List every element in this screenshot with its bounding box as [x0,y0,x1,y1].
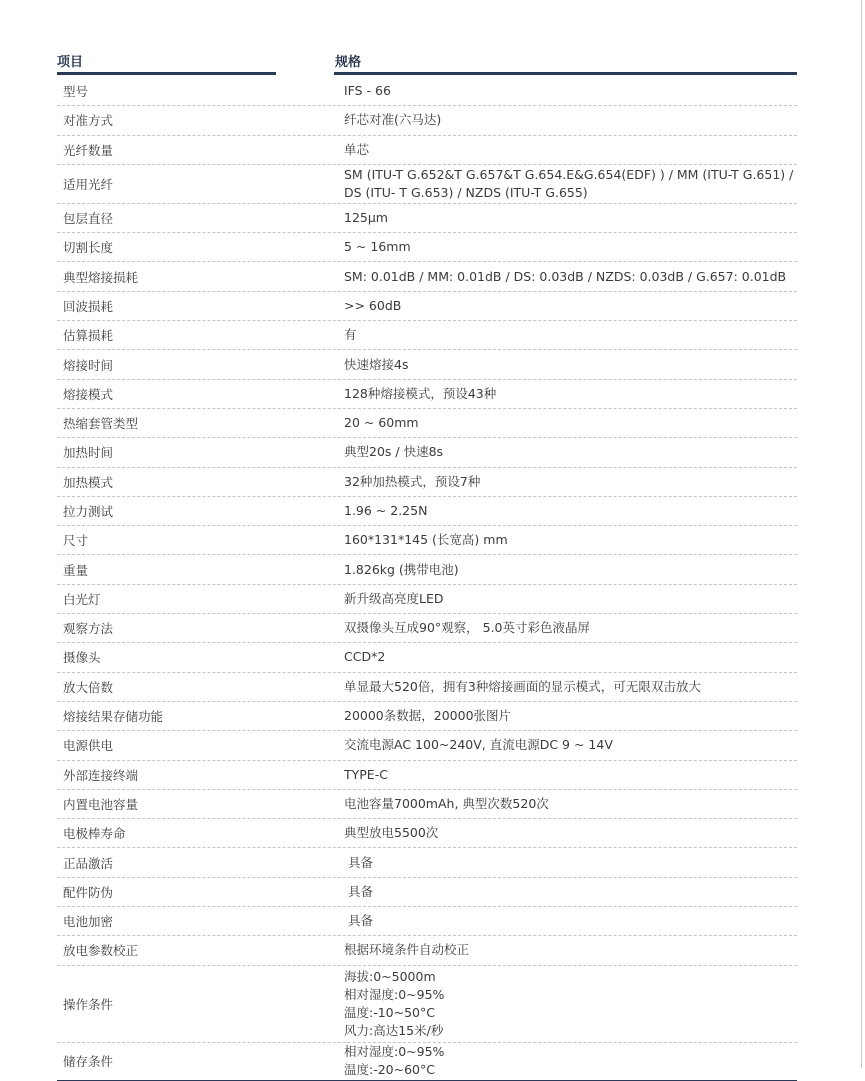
row-label: 光纤数量 [63,142,114,158]
table-row [57,790,797,819]
table-row [57,262,797,291]
row-label: 熔接结果存储功能 [63,709,164,725]
row-label: 放电参数校正 [63,943,139,959]
row-value: >> 60dB [344,297,402,313]
table-row [57,497,797,526]
row-value: IFS - 66 [344,83,391,99]
row-label: 观察方法 [63,621,114,637]
header-spec: 规格 [335,55,362,70]
page-edge-line [861,0,862,1068]
row-label: 包层直径 [63,211,114,227]
row-value: 相对湿度:0~95% 温度:-20~60°C [344,1044,445,1078]
table-row [57,438,797,467]
row-label: 熔接时间 [63,357,114,373]
table-row [57,106,797,135]
row-value: 有 [344,327,357,343]
row-label: 热缩套管类型 [63,416,139,432]
table-row [57,614,797,643]
row-value: 5 ~ 16mm [344,239,411,255]
row-value: 128种熔接模式，预设43种 [344,385,497,401]
row-label: 加热时间 [63,445,114,461]
row-label: 估算损耗 [63,328,114,344]
row-value: 具备 [344,883,373,899]
table-row [57,409,797,438]
row-value: TYPE-C [344,766,388,782]
table-row [57,936,797,965]
row-value: 交流电源AC 100~240V, 直流电源DC 9 ~ 14V [344,737,613,753]
row-value: 具备 [344,854,373,870]
row-label: 加热模式 [63,474,114,490]
table-row [57,292,797,321]
row-value: 纤芯对准(六马达) [344,112,442,128]
row-label: 对准方式 [63,113,114,129]
row-value: 具备 [344,913,373,929]
row-label: 正品激活 [63,855,114,871]
header-item: 项目 [57,55,84,70]
table-row [57,555,797,584]
table-row [57,761,797,790]
header-rule-spec [334,72,797,75]
table-row [57,819,797,848]
table-row [57,165,797,204]
row-label: 配件防伪 [63,884,114,900]
table-row [57,526,797,555]
table-body [57,77,797,1081]
row-value: 新升级高亮度LED [344,590,444,606]
row-label: 型号 [63,84,89,100]
table-row [57,1043,797,1081]
row-value: 海拔:0~5000m 相对湿度:0~95% 温度:-10~50°C 风力:高达15米/秒 [344,968,445,1038]
row-value: 125μm [344,210,388,226]
spec-table [57,45,797,1081]
row-label: 外部连接终端 [63,767,139,783]
table-row [57,350,797,379]
row-value: 典型20s / 快速8s [344,444,444,460]
row-value: 160*131*145 (长宽高) mm [344,532,508,548]
row-label: 典型熔接损耗 [63,269,139,285]
table-row [57,966,797,1043]
table-row [57,848,797,877]
row-value: 20000条数据，20000张图片 [344,708,512,724]
row-label: 操作条件 [63,996,114,1012]
table-row [57,204,797,233]
row-value: 20 ~ 60mm [344,415,419,431]
row-value: SM (ITU-T G.652&T G.657&T G.654.E&G.654(EDF) ) / MM (ITU-T G.651) / DS (ITU- T G.653) / NZDS (ITU-T G.655) [344,166,794,200]
row-label: 电极棒寿命 [63,826,126,842]
table-row [57,321,797,350]
table-row [57,702,797,731]
row-label: 摄像头 [63,650,101,666]
row-label: 回波损耗 [63,298,114,314]
table-row [57,643,797,672]
row-label: 电池加密 [63,914,114,930]
row-value: SM: 0.01dB / MM: 0.01dB / DS: 0.03dB / NZDS: 0.03dB / G.657: 0.01dB [344,268,787,284]
row-value: 典型放电5500次 [344,825,439,841]
table-row [57,878,797,907]
table-row [57,673,797,702]
table-header [57,45,797,77]
row-value: 快速熔接4s [344,356,409,372]
table-row [57,380,797,409]
table-row [57,77,797,106]
table-row [57,731,797,760]
row-label: 储存条件 [63,1054,114,1070]
table-row [57,907,797,936]
row-value: 双摄像头互成90°观察， 5.0英寸彩色液晶屏 [344,620,591,636]
row-value: 单显最大520倍，拥有3种熔接画面的显示模式，可无限双击放大 [344,678,701,694]
row-label: 拉力测试 [63,504,114,519]
row-value: 1.826kg (携带电池) [344,561,459,577]
row-label: 放大倍数 [63,679,114,695]
row-label: 重量 [63,562,89,578]
table-row [57,233,797,262]
row-label: 白光灯 [63,591,101,607]
table-row [57,468,797,497]
row-label: 熔接模式 [63,386,114,402]
row-value: 单芯 [344,141,370,157]
row-value: 电池容量7000mAh, 典型次数520次 [344,795,549,811]
row-label: 切割长度 [63,240,114,256]
row-value: 1.96 ~ 2.25N [344,503,428,518]
header-rule-item [57,72,276,75]
row-label: 适用光纤 [63,176,114,192]
row-label: 内置电池容量 [63,796,139,812]
table-row [57,585,797,614]
row-label: 电源供电 [63,738,114,754]
row-value: 32种加热模式，预设7种 [344,473,481,489]
table-row [57,136,797,165]
row-value: 根据环境条件自动校正 [344,942,470,958]
row-label: 尺寸 [63,533,89,549]
row-value: CCD*2 [344,649,386,665]
